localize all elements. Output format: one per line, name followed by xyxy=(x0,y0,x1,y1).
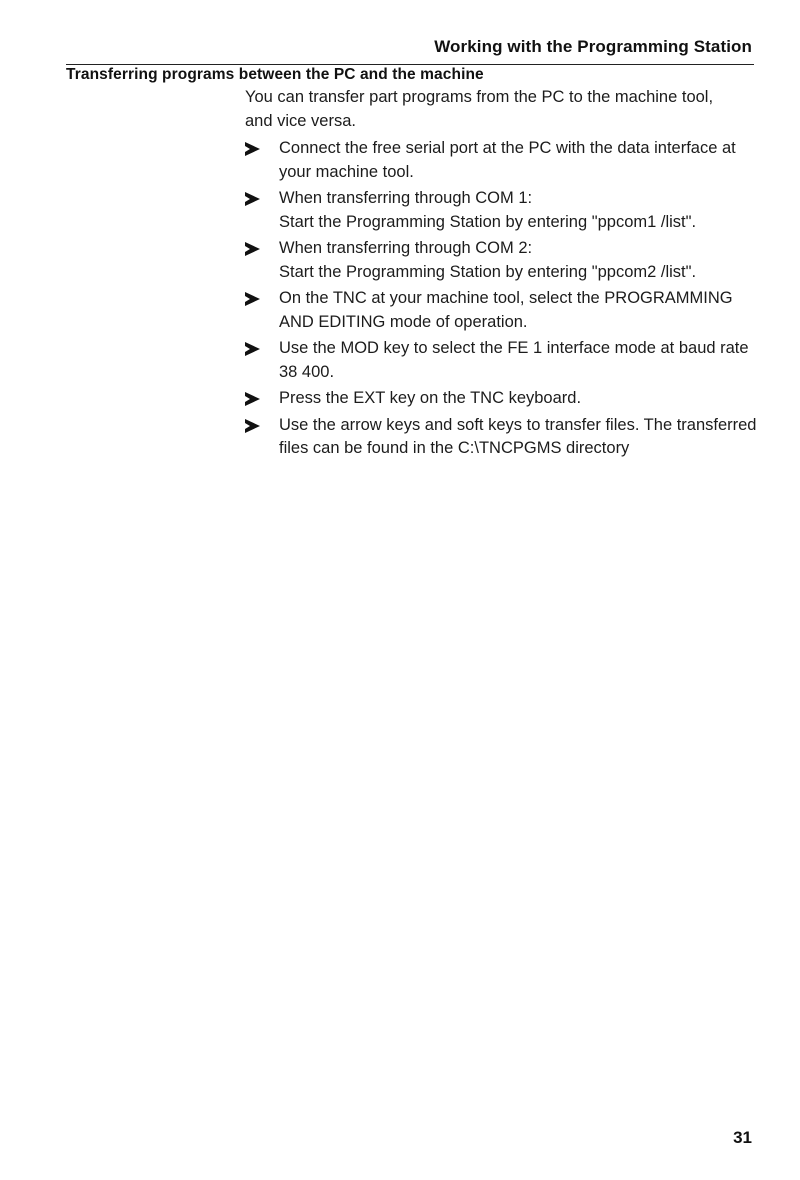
page-number: 31 xyxy=(733,1128,752,1147)
arrow-bullet-icon xyxy=(245,292,260,306)
section-title: Transferring programs between the PC and the machine xyxy=(66,66,484,83)
step-text: When transferring through COM 2: xyxy=(279,239,533,257)
step-text: Press the EXT key on the TNC keyboard. xyxy=(279,389,582,407)
step-text-continued: Start the Programming Station by entering "ppcom1 /list". xyxy=(279,212,697,231)
step-text-continued: Start the Programming Station by entering "ppcom2 /list". xyxy=(279,262,697,281)
step-item xyxy=(245,414,765,461)
step-item xyxy=(245,187,765,234)
step-item xyxy=(245,237,765,284)
step-text: Connect the free serial port at the PC with the data interface at your machine tool. xyxy=(279,139,736,181)
arrow-bullet-icon xyxy=(245,242,260,256)
running-header: Working with the Programming Station xyxy=(434,37,752,56)
step-text: On the TNC at your machine tool, select the PROGRAMMING AND EDITING mode of operation. xyxy=(279,289,733,331)
header-rule xyxy=(66,64,754,65)
arrow-bullet-icon xyxy=(245,342,260,356)
step-list xyxy=(245,137,765,461)
step-item xyxy=(245,387,765,411)
intro-paragraph: You can transfer part programs from the PC to the machine tool, and vice versa. xyxy=(245,88,714,130)
step-item xyxy=(245,137,765,184)
step-text: Use the arrow keys and soft keys to transfer files. The transferred files can be found in the C:\TNCPGMS directory xyxy=(279,415,757,457)
step-item xyxy=(245,337,765,384)
step-item xyxy=(245,287,765,334)
step-text: When transferring through COM 1: xyxy=(279,189,533,207)
arrow-bullet-icon xyxy=(245,419,260,433)
step-text: Use the MOD key to select the FE 1 interface mode at baud rate 38 400. xyxy=(279,339,749,381)
arrow-bullet-icon xyxy=(245,142,260,156)
body-content xyxy=(245,86,765,464)
arrow-bullet-icon xyxy=(245,392,260,406)
arrow-bullet-icon xyxy=(245,192,260,206)
